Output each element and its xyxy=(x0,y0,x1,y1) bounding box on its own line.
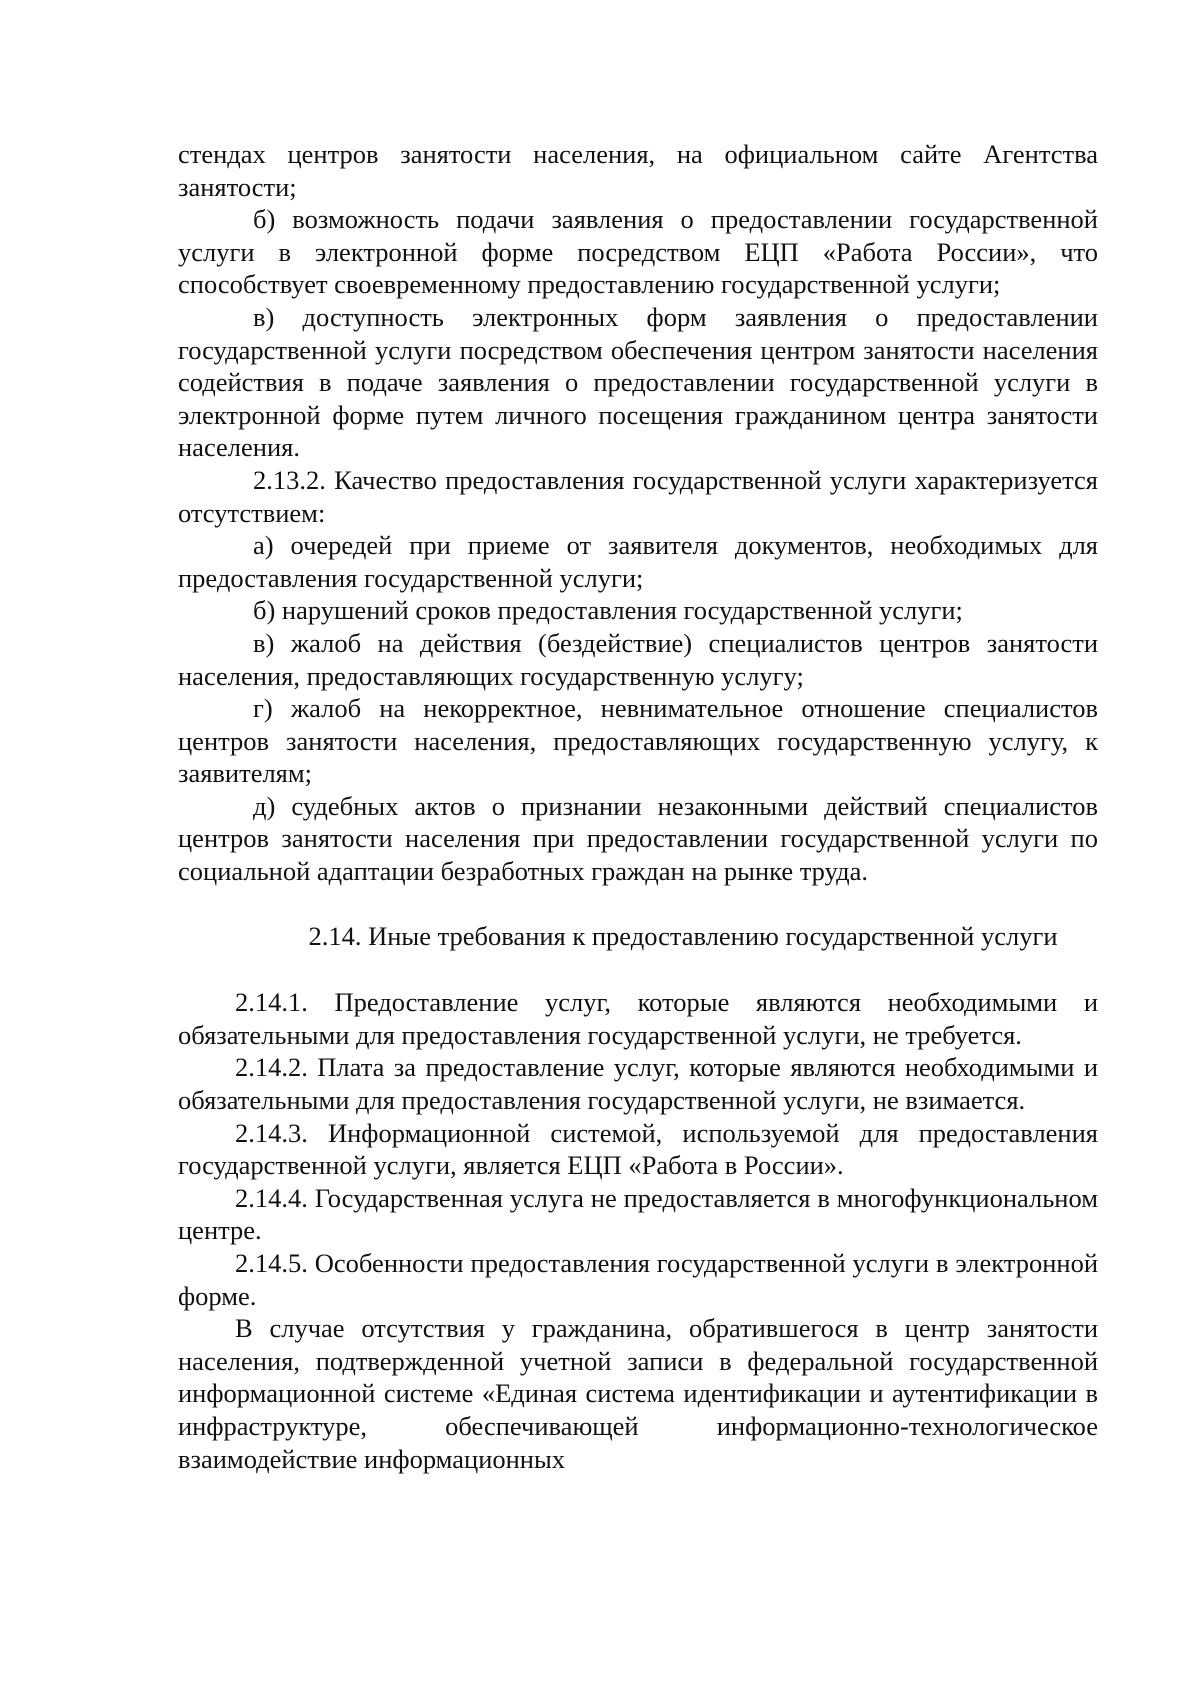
paragraph-no-account: В случае отсутствия у гражданина, обратившегося в центр занятости населения, подтвержденной учетной записи в федеральной государственной информационной системе «Единая система идентификации и аутентификации в инфраструктуре, обеспечивающей информационно-технологическое взаимодействие информационных xyxy=(178,1313,1098,1474)
section-heading-2-14: 2.14. Иные требования к предоставлению государственной услуги xyxy=(308,920,1058,951)
paragraph-item-v-2: в) жалоб на действия (бездействие) специалистов центров занятости населения, предоставляющих государственную услугу; xyxy=(178,627,1098,691)
paragraph-item-b: б) возможность подачи заявления о предоставлении государственной услуги в электронной форме посредством ЕЦП «Работа России», что способствует своевременному предоставлению государственной услуги; xyxy=(178,204,1098,300)
paragraph-2-13-2: 2.13.2. Качество предоставления государственной услуги характеризуется отсутствием: xyxy=(178,464,1098,528)
paragraph-2-14-4: 2.14.4. Государственная услуга не предоставляется в многофункциональном центре. xyxy=(178,1182,1098,1246)
paragraph-2-14-5: 2.14.5. Особенности предоставления государственной услуги в электронной форме. xyxy=(178,1248,1098,1311)
document-body xyxy=(178,138,1098,1475)
paragraph-item-b-2: б) нарушений сроков предоставления государственной услуги; xyxy=(253,595,963,626)
paragraph-2-14-1: 2.14.1. Предоставление услуг, которые являются необходимыми и обязательными для предоставления государственной услуги, не требуется. xyxy=(178,987,1098,1050)
paragraph-item-a: а) очередей при приеме от заявителя документов, необходимых для предоставления государственной услуги; xyxy=(178,530,1098,593)
paragraph-item-v: в) доступность электронных форм заявления о предоставлении государственной услуги посредством обеспечения центром занятости населения содействия в подаче заявления о предоставлении государственной услуги в электронной форме путем личного посещения гражданином центра занятости населения. xyxy=(178,301,1098,463)
paragraph-continuation: стендах центров занятости населения, на официальном сайте Агентства занятости; xyxy=(178,139,1098,202)
paragraph-2-14-2: 2.14.2. Плата за предоставление услуг, которые являются необходимыми и обязательными для предоставления государственной услуги, не взимается. xyxy=(178,1052,1098,1116)
paragraph-item-d: д) судебных актов о признании незаконными действий специалистов центров занятости населения при предоставлении государственной услуги по социальной адаптации безработных граждан на рынке труда. xyxy=(178,790,1098,887)
paragraph-item-g: г) жалоб на некорректное, невнимательное отношение специалистов центров занятости населения, предоставляющих государственную услугу, к заявителям; xyxy=(178,693,1098,789)
paragraph-2-14-3: 2.14.3. Информационной системой, используемой для предоставления государственной услуги, является ЕЦП «Работа в России». xyxy=(178,1117,1098,1181)
